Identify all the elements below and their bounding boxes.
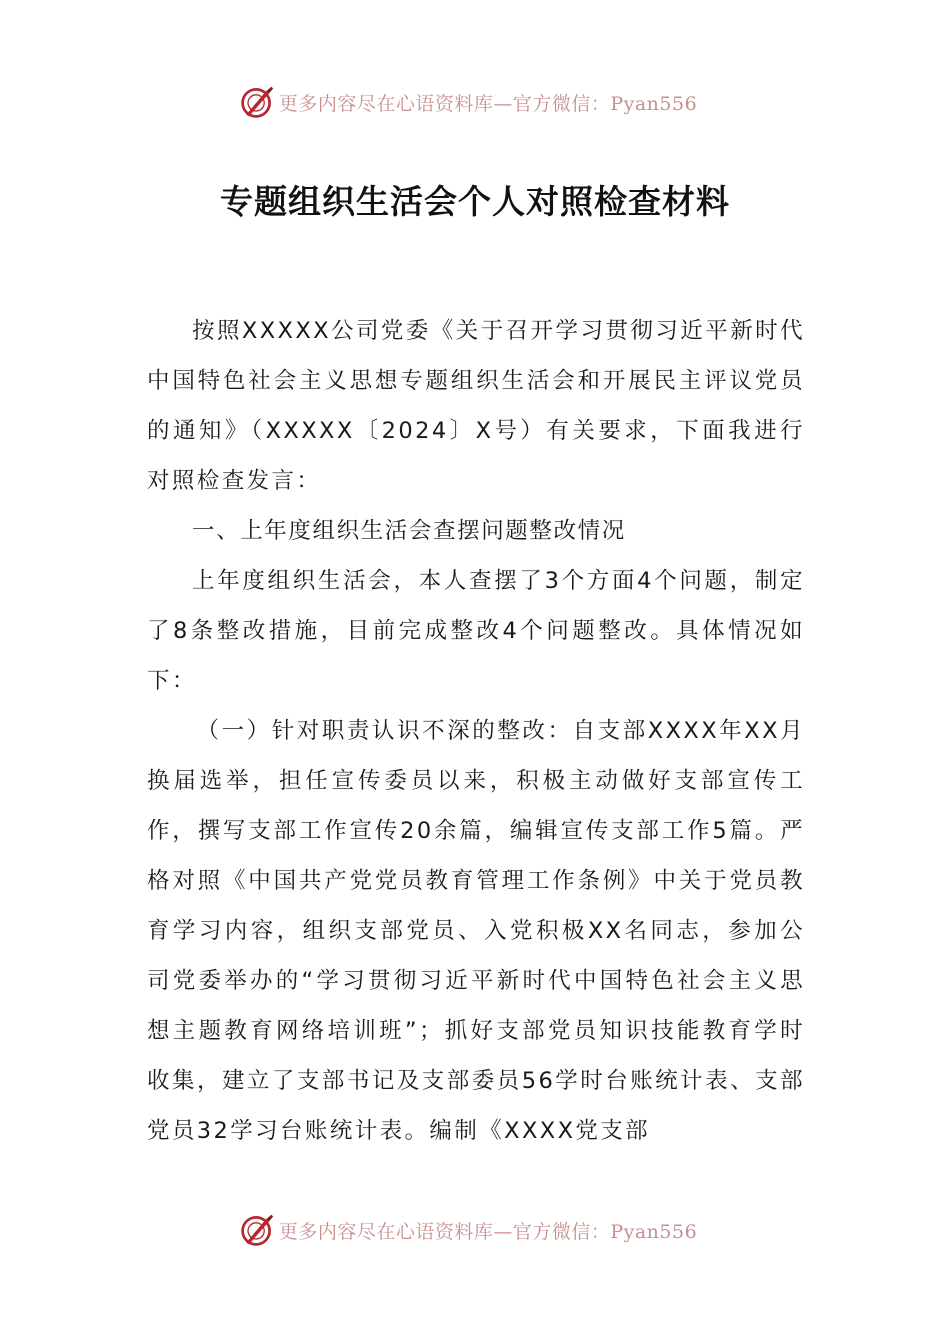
summary-paragraph: 上年度组织生活会，本人查摆了3个方面4个问题，制定了8条整改措施，目前完成整改4个问题整改。具体情况如下： xyxy=(147,568,805,694)
section-heading: 一、上年度组织生活会查摆问题整改情况 xyxy=(192,518,626,544)
intro-paragraph: 按照XXXXX公司党委《关于召开学习贯彻习近平新时代中国特色社会主义思想专题组织生活会和开展民主评议党员的通知》（XXXXX〔2024〕X号）有关要求，下面我进行对照检查发言： xyxy=(147,318,805,494)
document-title: 专题组织生活会个人对照检查材料 xyxy=(220,182,730,221)
pen-logo-icon xyxy=(239,84,275,120)
watermark-text: 更多内容尽在心语资料库—官方微信：Pyan556 xyxy=(278,92,698,115)
rectification-paragraph: （一）针对职责认识不深的整改：自支部XXXX年XX月换届选举，担任宣传委员以来，积极主动做好支部宣传工作，撰写支部工作宣传20余篇，编辑宣传支部工作5篇。严格对照《中国共产党党员教育管理工作条例》中关于党员教育学习内容，组织支部党员、入党积极XX名同志，参加公司党委举办的“学习贯彻习近平新时代中国特色社会主义思想主题教育网络培训班”；抓好支部党员知识技能教育学时收集，建立了支部书记及支部委员56学时台账统计表、支部党员32学习台账统计表。编制《XXXX党支部 xyxy=(147,718,805,1144)
footer-watermark-banner xyxy=(0,1210,950,1250)
document-body xyxy=(147,306,805,1156)
watermark-text: 更多内容尽在心语资料库—官方微信：Pyan556 xyxy=(278,1220,698,1243)
header-watermark-banner xyxy=(0,82,950,122)
pen-logo-icon xyxy=(239,1212,275,1248)
